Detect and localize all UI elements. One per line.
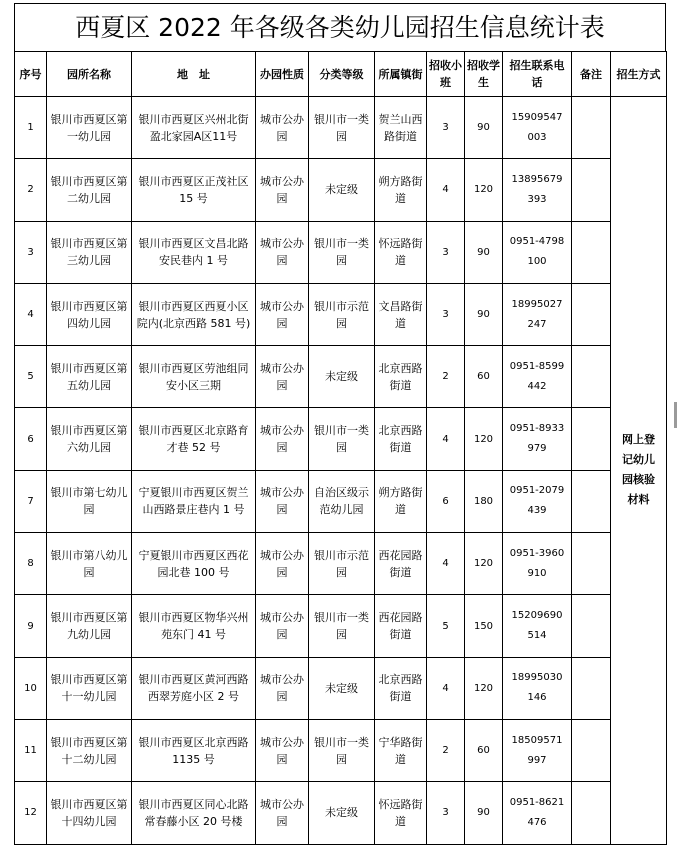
cell-street: 文昌路街道 — [375, 283, 427, 345]
cell-students: 120 — [465, 657, 503, 719]
header-classes: 招收小班 — [427, 52, 465, 97]
cell-address: 宁夏银川市西夏区西花园北巷 100 号 — [132, 533, 256, 595]
cell-remark — [572, 782, 611, 844]
cell-classes: 2 — [427, 346, 465, 408]
header-seq: 序号 — [15, 52, 47, 97]
cell-category: 银川市一类园 — [309, 97, 375, 159]
cell-street: 贺兰山西路街道 — [375, 97, 427, 159]
cell-kindergarten-name: 银川市西夏区第六幼儿园 — [47, 408, 132, 470]
cell-seq: 6 — [15, 408, 47, 470]
header-remark: 备注 — [572, 52, 611, 97]
header-category: 分类等级 — [309, 52, 375, 97]
cell-nature: 城市公办园 — [256, 657, 309, 719]
cell-students: 60 — [465, 719, 503, 781]
page-title: 西夏区 2022 年各级各类幼儿园招生信息统计表 — [14, 3, 666, 51]
cell-classes: 4 — [427, 159, 465, 221]
cell-seq: 7 — [15, 470, 47, 532]
cell-seq: 12 — [15, 782, 47, 844]
cell-nature: 城市公办园 — [256, 595, 309, 657]
cell-phone: 15909547003 — [503, 97, 572, 159]
cell-remark — [572, 97, 611, 159]
header-students: 招收学生 — [465, 52, 503, 97]
cell-kindergarten-name: 银川市西夏区第一幼儿园 — [47, 97, 132, 159]
cell-remark — [572, 408, 611, 470]
cell-street: 西花园路街道 — [375, 595, 427, 657]
cell-remark — [572, 595, 611, 657]
cell-seq: 1 — [15, 97, 47, 159]
cell-students: 120 — [465, 533, 503, 595]
table-row — [15, 97, 667, 159]
cell-seq: 8 — [15, 533, 47, 595]
cell-phone: 0951-2079439 — [503, 470, 572, 532]
cell-street: 宁华路街道 — [375, 719, 427, 781]
cell-remark — [572, 533, 611, 595]
cell-students: 120 — [465, 408, 503, 470]
header-phone: 招生联系电话 — [503, 52, 572, 97]
cell-students: 90 — [465, 97, 503, 159]
cell-category: 银川市一类园 — [309, 221, 375, 283]
cell-street: 北京西路街道 — [375, 408, 427, 470]
cell-students: 120 — [465, 159, 503, 221]
cell-category: 银川市一类园 — [309, 595, 375, 657]
cell-kindergarten-name: 银川市西夏区第十二幼儿园 — [47, 719, 132, 781]
header-nature: 办园性质 — [256, 52, 309, 97]
header-name: 园所名称 — [47, 52, 132, 97]
cell-street: 怀远路街道 — [375, 782, 427, 844]
cell-kindergarten-name: 银川市西夏区第四幼儿园 — [47, 283, 132, 345]
cell-category: 银川市示范园 — [309, 283, 375, 345]
cell-kindergarten-name: 银川市西夏区第十一幼儿园 — [47, 657, 132, 719]
cell-address: 银川市西夏区物华兴州苑东门 41 号 — [132, 595, 256, 657]
cell-remark — [572, 657, 611, 719]
cell-seq: 9 — [15, 595, 47, 657]
cell-category: 自治区级示范幼儿园 — [309, 470, 375, 532]
cell-category: 银川市一类园 — [309, 719, 375, 781]
cell-students: 60 — [465, 346, 503, 408]
cell-remark — [572, 470, 611, 532]
cell-kindergarten-name: 银川市西夏区第九幼儿园 — [47, 595, 132, 657]
cell-category: 未定级 — [309, 657, 375, 719]
cell-classes: 6 — [427, 470, 465, 532]
cell-nature: 城市公办园 — [256, 782, 309, 844]
cell-kindergarten-name: 银川市西夏区第十四幼儿园 — [47, 782, 132, 844]
table-header-row — [15, 52, 667, 97]
cell-remark — [572, 221, 611, 283]
cell-address: 银川市西夏区西夏小区院内(北京西路 581 号) — [132, 283, 256, 345]
cell-category: 银川市示范园 — [309, 533, 375, 595]
cell-classes: 5 — [427, 595, 465, 657]
cell-kindergarten-name: 银川市西夏区第三幼儿园 — [47, 221, 132, 283]
cell-phone: 15209690514 — [503, 595, 572, 657]
cell-street: 北京西路街道 — [375, 346, 427, 408]
table-row — [15, 346, 667, 408]
cell-classes: 4 — [427, 657, 465, 719]
cell-classes: 4 — [427, 533, 465, 595]
cell-nature: 城市公办园 — [256, 159, 309, 221]
cell-classes: 3 — [427, 283, 465, 345]
cell-phone: 0951-3960910 — [503, 533, 572, 595]
cell-street: 怀远路街道 — [375, 221, 427, 283]
table-row — [15, 595, 667, 657]
cell-phone: 0951-8599442 — [503, 346, 572, 408]
cell-address: 银川市西夏区文昌北路安民巷内 1 号 — [132, 221, 256, 283]
cell-seq: 5 — [15, 346, 47, 408]
cell-remark — [572, 346, 611, 408]
table-row — [15, 159, 667, 221]
cell-phone: 0951-4798100 — [503, 221, 572, 283]
cell-phone: 18509571997 — [503, 719, 572, 781]
cell-classes: 3 — [427, 97, 465, 159]
table-body — [15, 97, 667, 845]
cell-phone: 0951-8933979 — [503, 408, 572, 470]
cell-street: 朔方路街道 — [375, 159, 427, 221]
cell-street: 朔方路街道 — [375, 470, 427, 532]
cell-classes: 4 — [427, 408, 465, 470]
cell-nature: 城市公办园 — [256, 221, 309, 283]
cell-address: 银川市西夏区北京西路 1135 号 — [132, 719, 256, 781]
cell-students: 180 — [465, 470, 503, 532]
cell-address: 银川市西夏区正茂社区 15 号 — [132, 159, 256, 221]
header-address: 地 址 — [132, 52, 256, 97]
table-row — [15, 719, 667, 781]
header-street: 所属镇街 — [375, 52, 427, 97]
cell-address: 银川市西夏区北京路育才巷 52 号 — [132, 408, 256, 470]
cell-phone: 18995027247 — [503, 283, 572, 345]
table-row — [15, 782, 667, 844]
cell-category: 未定级 — [309, 346, 375, 408]
table-row — [15, 657, 667, 719]
cell-seq: 3 — [15, 221, 47, 283]
cell-kindergarten-name: 银川市第八幼儿园 — [47, 533, 132, 595]
cell-nature: 城市公办园 — [256, 408, 309, 470]
cell-seq: 11 — [15, 719, 47, 781]
cell-seq: 4 — [15, 283, 47, 345]
cell-street: 北京西路街道 — [375, 657, 427, 719]
cell-phone: 18995030146 — [503, 657, 572, 719]
header-method: 招生方式 — [611, 52, 667, 97]
cell-kindergarten-name: 银川市西夏区第二幼儿园 — [47, 159, 132, 221]
cell-street: 西花园路街道 — [375, 533, 427, 595]
cell-address: 银川市西夏区兴州北街盈北家园A区11号 — [132, 97, 256, 159]
cell-classes: 3 — [427, 782, 465, 844]
table-row — [15, 533, 667, 595]
cell-nature: 城市公办园 — [256, 346, 309, 408]
cell-kindergarten-name: 银川市第七幼儿园 — [47, 470, 132, 532]
table-row — [15, 283, 667, 345]
cell-nature: 城市公办园 — [256, 283, 309, 345]
table-row — [15, 221, 667, 283]
cell-phone: 0951-8621476 — [503, 782, 572, 844]
cell-students: 90 — [465, 221, 503, 283]
cell-remark — [572, 719, 611, 781]
cell-address: 银川市西夏区劳池组同安小区三期 — [132, 346, 256, 408]
cell-classes: 3 — [427, 221, 465, 283]
cell-nature: 城市公办园 — [256, 97, 309, 159]
enrollment-table — [14, 51, 667, 845]
cell-remark — [572, 159, 611, 221]
cell-phone: 13895679393 — [503, 159, 572, 221]
cell-category: 未定级 — [309, 782, 375, 844]
cell-enrollment-method: 网上登记幼儿园核验材料 — [611, 97, 667, 845]
cell-seq: 2 — [15, 159, 47, 221]
cell-students: 90 — [465, 283, 503, 345]
table-row — [15, 470, 667, 532]
cell-nature: 城市公办园 — [256, 719, 309, 781]
cell-address: 银川市西夏区同心北路常春藤小区 20 号楼 — [132, 782, 256, 844]
cell-kindergarten-name: 银川市西夏区第五幼儿园 — [47, 346, 132, 408]
cell-students: 90 — [465, 782, 503, 844]
cell-nature: 城市公办园 — [256, 470, 309, 532]
cell-classes: 2 — [427, 719, 465, 781]
cell-seq: 10 — [15, 657, 47, 719]
cell-remark — [572, 283, 611, 345]
cell-address: 银川市西夏区黄河西路西翠芳庭小区 2 号 — [132, 657, 256, 719]
cell-category: 银川市一类园 — [309, 408, 375, 470]
cell-address: 宁夏银川市西夏区贺兰山西路景庄巷内 1 号 — [132, 470, 256, 532]
cell-nature: 城市公办园 — [256, 533, 309, 595]
cell-students: 150 — [465, 595, 503, 657]
table-row — [15, 408, 667, 470]
cell-category: 未定级 — [309, 159, 375, 221]
